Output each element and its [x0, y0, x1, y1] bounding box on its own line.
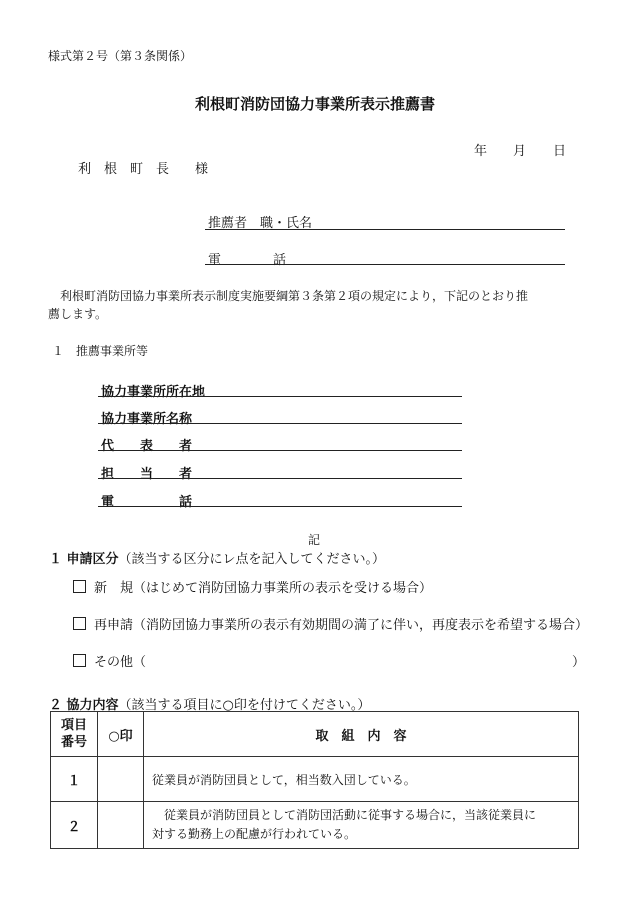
application-heading [49, 548, 385, 567]
date-day-label: 日 [553, 144, 567, 159]
field-contact-label: 担 当 者 [101, 467, 193, 482]
section1-heading: １ 推薦事業所等 [52, 344, 149, 358]
intro-line-2: 薦します。 [48, 307, 108, 321]
recommender-phone-label: 電 話 [208, 253, 287, 268]
option-new-checkbox[interactable] [73, 580, 86, 593]
header-item-no [51, 712, 98, 757]
row2-mark-cell[interactable] [98, 802, 144, 849]
option-reapply-label: 再申請（消防団協力事業所の表示有効期間の満了に伴い，再度表示を希望する場合） [94, 618, 589, 633]
option-other-close: ） [572, 655, 586, 670]
field-name-label: 協力事業所名称 [101, 412, 193, 427]
row2-content-line2: 対する勤務上の配慮が行われている。 [152, 827, 357, 841]
field-contact-line[interactable] [98, 478, 462, 479]
row1-mark-cell[interactable] [98, 757, 144, 802]
option-new-label: 新 規（はじめて消防団協力事業所の表示を受ける場合） [94, 581, 433, 596]
intro-line-1: 利根町消防団協力事業所表示制度実施要綱第３条第２項の規定により，下記のとおり推 [60, 289, 529, 303]
cooperation-heading-note: （該当する項目に○印を付けてください。） [118, 698, 371, 713]
table-row [51, 757, 579, 802]
row2-content [144, 802, 579, 849]
application-heading-bold: １ 申請区分 [49, 552, 119, 567]
row2-number: ２ [51, 802, 98, 849]
row1-content: 従業員が消防団員として，相当数入団している。 [144, 757, 579, 802]
recommender-name-line[interactable] [205, 229, 565, 230]
cooperation-table [50, 711, 579, 849]
header-item-no-line1: 項目 [60, 718, 87, 733]
field-address-line[interactable] [98, 396, 462, 397]
option-other-label: その他（ [94, 655, 147, 670]
option-reapply-checkbox[interactable] [73, 617, 86, 630]
header-item-no-line2: 番号 [60, 735, 87, 750]
table-header-row [51, 712, 579, 757]
recommender-phone-line[interactable] [205, 264, 565, 265]
table-row [51, 802, 579, 849]
field-name-line[interactable] [98, 423, 462, 424]
field-phone-label: 電 話 [101, 495, 193, 510]
option-other-checkbox[interactable] [73, 654, 86, 667]
form-number: 様式第２号（第３条関係） [48, 49, 193, 63]
addressee: 利 根 町 長 様 [78, 162, 209, 177]
option-new[interactable] [73, 577, 432, 596]
application-heading-note: （該当する区分にレ点を記入してください。） [118, 552, 386, 567]
field-representative-label: 代 表 者 [101, 439, 193, 454]
row1-number: １ [51, 757, 98, 802]
option-other[interactable] [73, 651, 146, 670]
recommender-name-label: 推薦者 職・氏名 [208, 216, 313, 231]
header-mark: ○印 [98, 712, 144, 757]
notice-ki: 記 [308, 533, 321, 547]
document-title: 利根町消防団協力事業所表示推薦書 [194, 95, 435, 113]
row2-content-line1: 従業員が消防団員として消防団活動に従事する場合に，当該従業員に [152, 808, 537, 822]
field-address-label: 協力事業所所在地 [101, 385, 206, 400]
date-year-label: 年 [474, 144, 488, 159]
header-content: 取 組 内 容 [144, 712, 579, 757]
field-phone-line[interactable] [98, 506, 462, 507]
cooperation-heading-bold: ２ 協力内容 [49, 698, 119, 713]
option-reapply[interactable] [73, 614, 588, 633]
field-representative-line[interactable] [98, 450, 462, 451]
date-month-label: 月 [513, 144, 527, 159]
